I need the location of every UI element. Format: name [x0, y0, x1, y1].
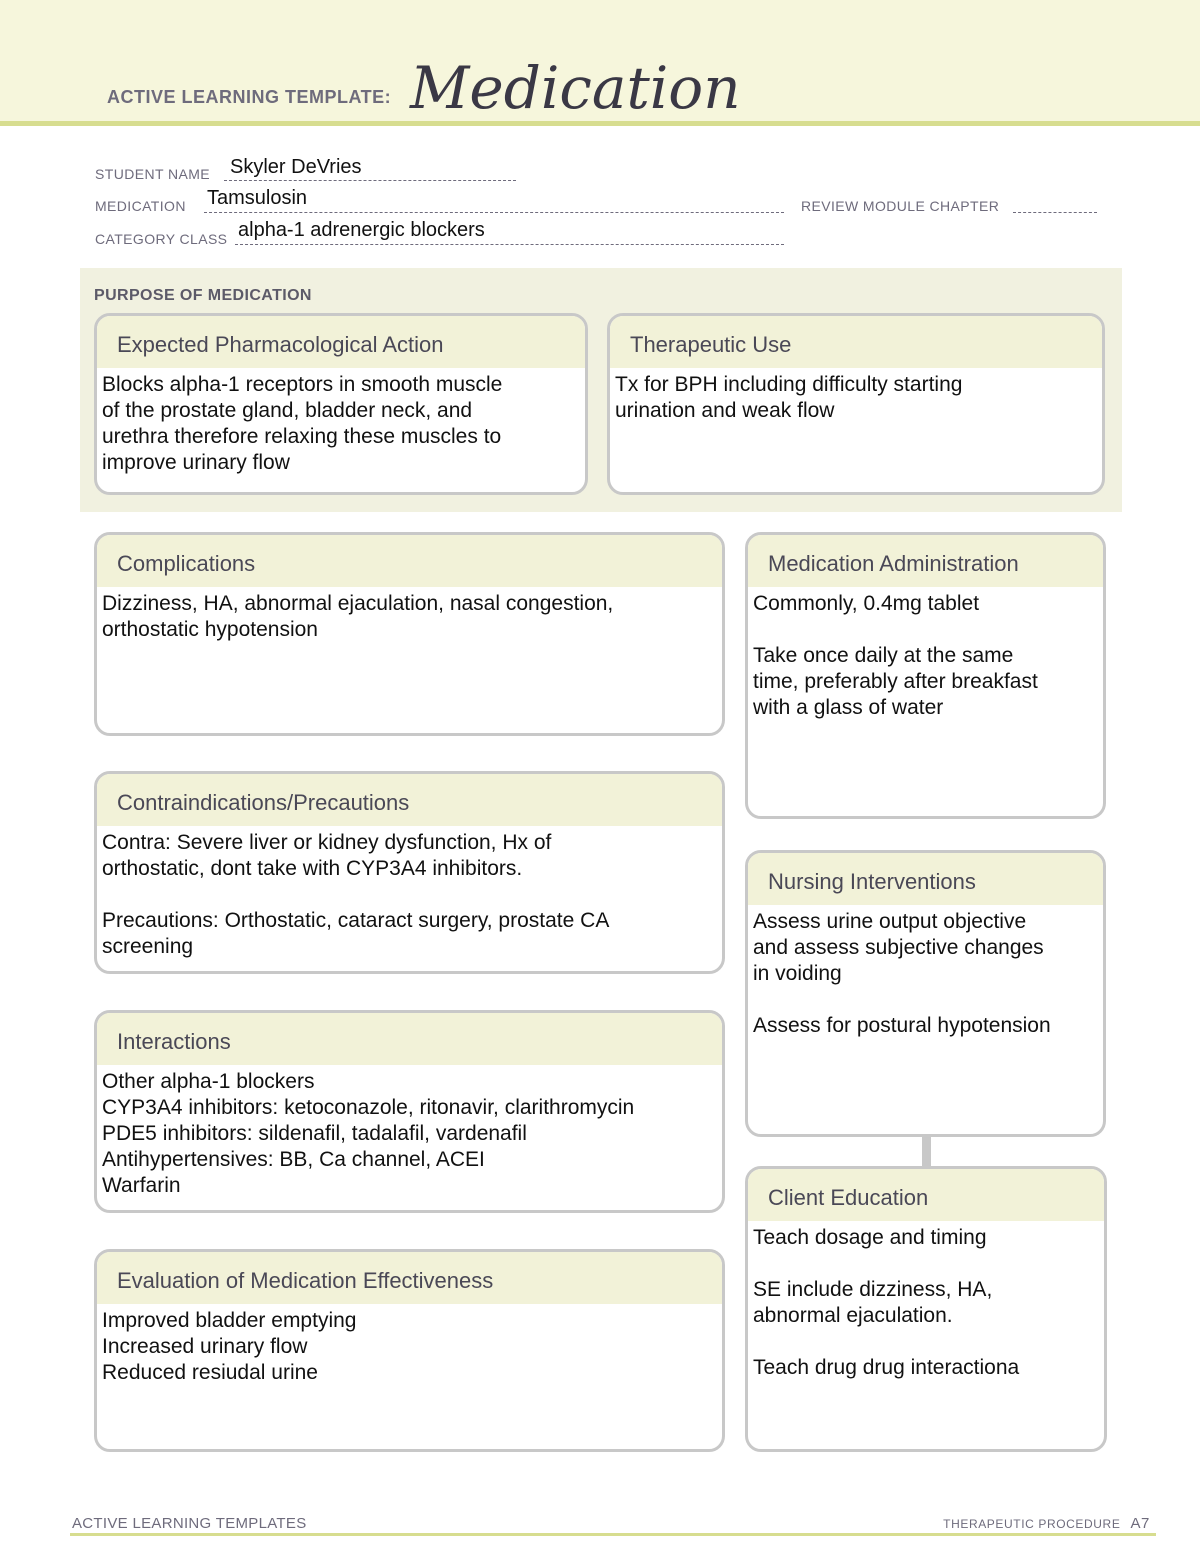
interactions-card	[94, 1010, 725, 1213]
nursing-interventions-card	[745, 850, 1106, 1137]
footer-left: ACTIVE LEARNING TEMPLATES	[72, 1515, 307, 1532]
page-title: Medication	[410, 54, 741, 122]
contraindications-card	[94, 771, 725, 974]
therapeutic-use-body[interactable]: Tx for BPH including difficulty starting urination and weak flow	[615, 373, 963, 422]
card-connector	[922, 1136, 931, 1166]
administration-body[interactable]: Commonly, 0.4mg tablet Take once daily at the same time, preferably after breakfast with a glass of water	[753, 592, 1038, 719]
student-name-label: STUDENT NAME	[95, 166, 210, 182]
expected-action-card	[94, 313, 588, 495]
footer-section: THERAPEUTIC PROCEDURE	[943, 1517, 1121, 1531]
evaluation-card	[94, 1249, 725, 1452]
complications-title: Complications	[97, 535, 722, 587]
nursing-interventions-title: Nursing Interventions	[748, 853, 1103, 905]
client-education-card	[745, 1166, 1107, 1452]
therapeutic-use-title: Therapeutic Use	[610, 316, 1102, 368]
purpose-label: PURPOSE OF MEDICATION	[94, 287, 312, 304]
category-class-line	[235, 244, 784, 245]
therapeutic-use-card	[607, 313, 1105, 495]
review-module-label: REVIEW MODULE CHAPTER	[801, 198, 1000, 214]
nursing-interventions-body[interactable]: Assess urine output objective and assess subjective changes in voiding Assess for postural hypotension	[753, 910, 1051, 1037]
administration-title: Medication Administration	[748, 535, 1103, 587]
medication-label: MEDICATION	[95, 198, 186, 214]
medication-line	[204, 212, 784, 213]
complications-card	[94, 532, 725, 736]
review-module-line	[1013, 212, 1097, 213]
contraindications-title: Contraindications/Precautions	[97, 774, 722, 826]
evaluation-body[interactable]: Improved bladder emptying Increased urinary flow Reduced resiudal urine	[102, 1309, 357, 1384]
interactions-body[interactable]: Other alpha-1 blockers CYP3A4 inhibitors: ketoconazole, ritonavir, clarithromycin PDE5 inhibitors: sildenafil, tadalafil, vardenafil Antihypertensives: BB, Ca channel, ACEI Warfarin	[102, 1070, 635, 1197]
evaluation-title: Evaluation of Medication Effectiveness	[97, 1252, 722, 1304]
client-education-body[interactable]: Teach dosage and timing SE include dizziness, HA, abnormal ejaculation. Teach drug drug interactiona	[753, 1226, 1020, 1379]
category-class-field[interactable]: alpha-1 adrenergic blockers	[238, 219, 485, 241]
student-name-field[interactable]: Skyler DeVries	[230, 156, 362, 178]
administration-card	[745, 532, 1106, 819]
category-class-label: CATEGORY CLASS	[95, 231, 228, 247]
interactions-title: Interactions	[97, 1013, 722, 1065]
medication-field[interactable]: Tamsulosin	[207, 187, 308, 209]
complications-body[interactable]: Dizziness, HA, abnormal ejaculation, nasal congestion, orthostatic hypotension	[102, 592, 614, 641]
contraindications-body[interactable]: Contra: Severe liver or kidney dysfunction, Hx of orthostatic, dont take with CYP3A4 inhibitors. Precautions: Orthostatic, cataract surgery, prostate CA screening	[102, 831, 610, 958]
client-education-title: Client Education	[748, 1169, 1104, 1221]
template-label: ACTIVE LEARNING TEMPLATE:	[107, 87, 392, 107]
footer-right	[943, 1515, 1150, 1532]
page-number: A7	[1130, 1515, 1150, 1532]
expected-action-title: Expected Pharmacological Action	[97, 316, 585, 368]
student-name-line	[224, 180, 516, 181]
expected-action-body[interactable]: Blocks alpha-1 receptors in smooth muscle of the prostate gland, bladder neck, and urethra therefore relaxing these muscles to improve urinary flow	[102, 373, 503, 474]
footer-rule	[70, 1533, 1156, 1536]
